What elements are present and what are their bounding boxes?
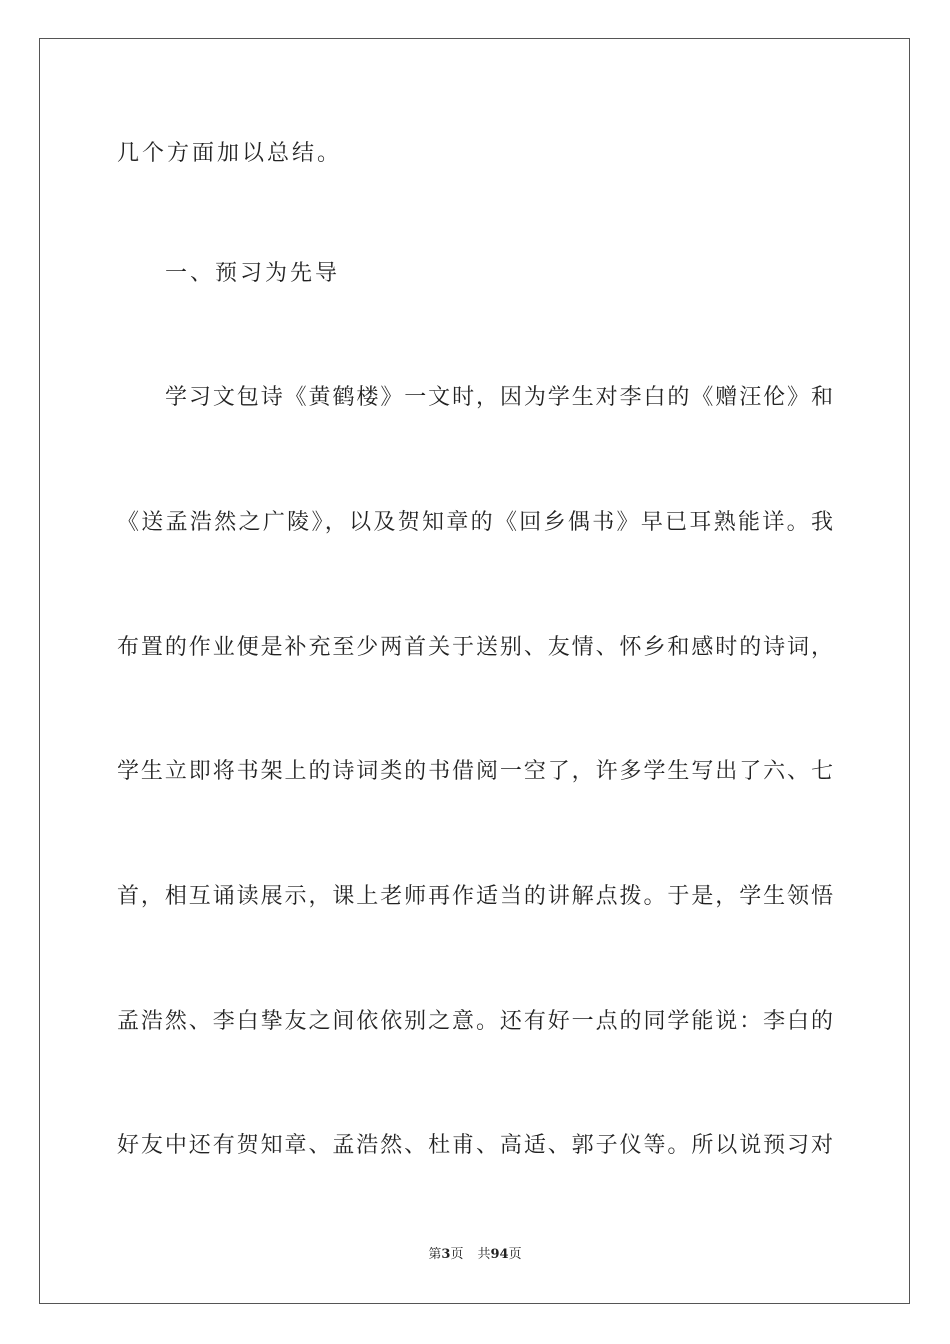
text-line-4: 《送孟浩然之广陵》，以及贺知章的《回乡偶书》早已耳熟能详。我 [117, 510, 833, 535]
footer-total-suffix: 页 [508, 1247, 522, 1262]
footer-page-number: 3 [441, 1247, 451, 1262]
footer-total-prefix: 共 [477, 1247, 491, 1262]
text-line-8: 孟浩然、李白挚友之间依依别之意。还有好一点的同学能说：李白的 [117, 1009, 833, 1034]
page-frame [39, 38, 910, 1304]
text-line-1: 几个方面加以总结。 [117, 141, 343, 166]
text-line-5: 布置的作业便是补充至少两首关于送别、友情、怀乡和感时的诗词， [117, 635, 833, 660]
text-line-9: 好友中还有贺知章、孟浩然、杜甫、高适、郭子仪等。所以说预习对 [117, 1133, 833, 1158]
section-heading: 一、预习为先导 [165, 261, 341, 286]
footer-page-prefix: 第 [428, 1247, 442, 1262]
footer-total-pages: 94 [490, 1247, 509, 1262]
text-line-7: 首，相互诵读展示，课上老师再作适当的讲解点拨。于是，学生领悟 [117, 884, 833, 909]
text-line-3: 学习文包诗《黄鹤楼》一文时，因为学生对李白的《赠汪伦》和 [165, 385, 833, 410]
footer-page-suffix: 页 [450, 1247, 464, 1262]
text-line-6: 学生立即将书架上的诗词类的书借阅一空了，许多学生写出了六、七 [117, 759, 833, 784]
page-footer [0, 1246, 950, 1264]
